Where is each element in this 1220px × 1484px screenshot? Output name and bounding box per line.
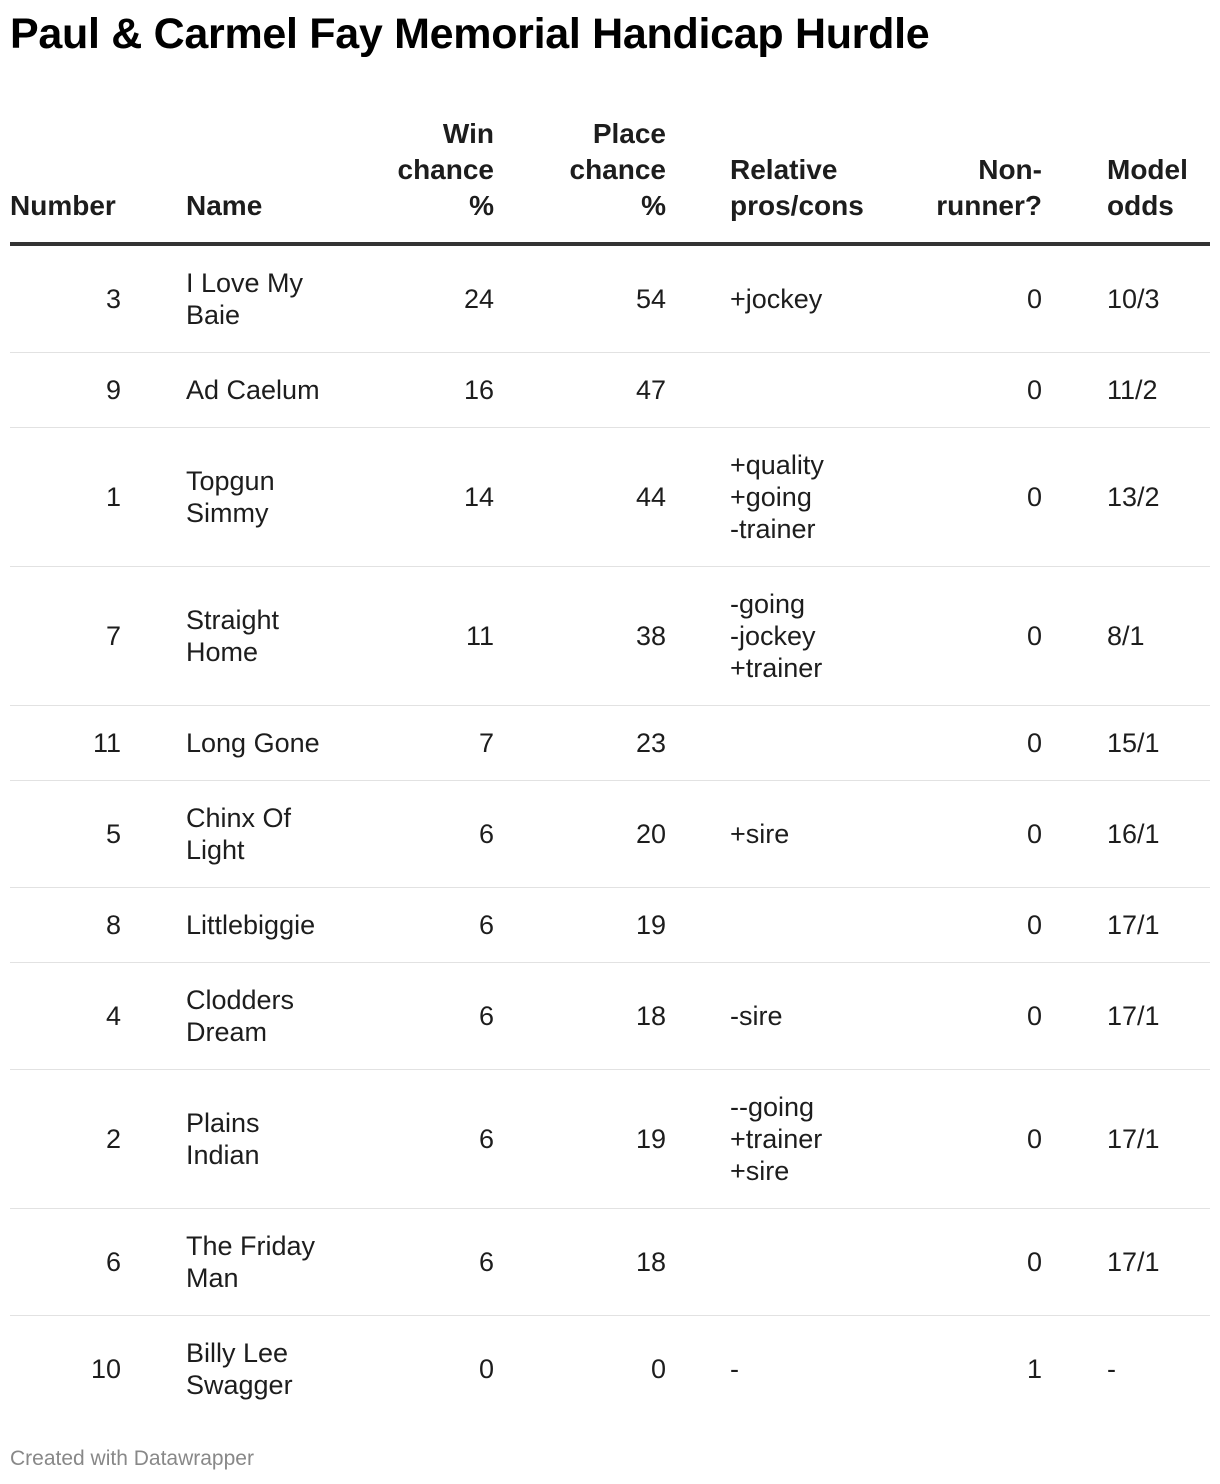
cell-name-line: Long Gone	[186, 728, 320, 758]
table-row	[10, 706, 1210, 781]
table-header	[10, 110, 1210, 246]
cell-name	[186, 1070, 356, 1208]
header-line: Name	[186, 190, 263, 221]
cell-name-line: Dream	[186, 1017, 268, 1047]
cell-place-chance	[510, 1209, 666, 1315]
cell-place-chance-text: 19	[635, 1124, 666, 1154]
cell-number	[10, 428, 121, 566]
cell-place-chance	[510, 567, 666, 705]
cell-place-chance	[510, 1316, 666, 1422]
header-line: runner?	[936, 190, 1042, 221]
cell-non-runner	[900, 428, 1042, 566]
table-row	[10, 963, 1210, 1070]
cell-number-text: 8	[105, 910, 121, 940]
cell-pros-cons	[730, 1070, 900, 1208]
cell-non-runner	[900, 1209, 1042, 1315]
cell-model-odds	[1107, 246, 1210, 352]
cell-win-chance	[350, 1316, 494, 1422]
cell-place-chance	[510, 963, 666, 1069]
cell-name	[186, 781, 356, 887]
cell-pros-cons-line: -sire	[730, 1001, 783, 1031]
header-line: %	[641, 190, 666, 221]
cell-win-chance-text: 6	[478, 910, 494, 940]
cell-non-runner	[900, 246, 1042, 352]
cell-model-odds	[1107, 1209, 1210, 1315]
cell-name	[186, 963, 356, 1069]
cell-number	[10, 1209, 121, 1315]
cell-name-line: Home	[186, 637, 259, 667]
cell-number-text: 11	[92, 728, 121, 758]
cell-non-runner	[900, 1316, 1042, 1422]
cell-pros-cons-line: +jockey	[730, 284, 823, 314]
cell-pros-cons-line: +quality	[730, 450, 824, 480]
cell-number	[10, 246, 121, 352]
table-row	[10, 1070, 1210, 1209]
cell-place-chance	[510, 781, 666, 887]
cell-place-chance-text: 23	[635, 728, 666, 758]
table-row	[10, 246, 1210, 353]
cell-win-chance-text: 6	[478, 819, 494, 849]
cell-pros-cons	[730, 246, 900, 352]
cell-name-line: The Friday	[186, 1231, 316, 1261]
cell-non-runner-text: 1	[1026, 1354, 1042, 1384]
cell-name-line: Man	[186, 1263, 239, 1293]
chart-title: Paul & Carmel Fay Memorial Handicap Hurdle	[10, 10, 930, 58]
datawrapper-credit: Created with Datawrapper	[10, 1447, 254, 1470]
cell-name-line: Swagger	[186, 1370, 293, 1400]
header-non-runner[interactable]	[900, 152, 1042, 224]
cell-pros-cons	[730, 1209, 900, 1315]
cell-non-runner-text: 0	[1026, 284, 1042, 314]
cell-name-line: Simmy	[186, 498, 269, 528]
table-row	[10, 1316, 1210, 1422]
cell-place-chance	[510, 428, 666, 566]
cell-name-line: I Love My	[186, 268, 304, 298]
header-model-odds[interactable]	[1107, 152, 1210, 224]
cell-model-odds	[1107, 353, 1210, 427]
cell-number	[10, 567, 121, 705]
cell-model-odds	[1107, 888, 1210, 962]
cell-win-chance-text: 16	[463, 375, 494, 405]
cell-pros-cons-line: --going	[730, 1092, 815, 1122]
header-line: chance	[569, 154, 666, 185]
cell-win-chance-text: 6	[478, 1247, 494, 1277]
cell-place-chance	[510, 888, 666, 962]
cell-win-chance	[350, 353, 494, 427]
cell-pros-cons	[730, 428, 900, 566]
table-row	[10, 888, 1210, 963]
table-row	[10, 781, 1210, 888]
cell-number	[10, 888, 121, 962]
cell-place-chance	[510, 706, 666, 780]
cell-model-odds-text: 15/1	[1107, 728, 1160, 758]
table-row	[10, 567, 1210, 706]
cell-place-chance-text: 47	[635, 375, 666, 405]
cell-number-text: 5	[105, 819, 121, 849]
cell-model-odds	[1107, 1316, 1210, 1422]
cell-non-runner-text: 0	[1026, 1124, 1042, 1154]
cell-number-text: 10	[90, 1354, 121, 1384]
cell-non-runner	[900, 706, 1042, 780]
cell-pros-cons	[730, 1316, 900, 1422]
cell-pros-cons	[730, 781, 900, 887]
cell-model-odds-text: 8/1	[1107, 621, 1145, 651]
cell-place-chance-text: 18	[635, 1001, 666, 1031]
cell-win-chance	[350, 781, 494, 887]
cell-name	[186, 567, 356, 705]
header-line: Win	[442, 118, 494, 149]
cell-non-runner-text: 0	[1026, 375, 1042, 405]
cell-win-chance	[350, 428, 494, 566]
cell-win-chance-text: 11	[465, 621, 494, 651]
cell-pros-cons	[730, 706, 900, 780]
cell-place-chance-text: 18	[635, 1247, 666, 1277]
data-table	[10, 110, 1210, 1422]
cell-name	[186, 353, 356, 427]
cell-pros-cons-line: +trainer	[730, 1124, 823, 1154]
cell-model-odds-text: 10/3	[1107, 284, 1160, 314]
cell-model-odds	[1107, 706, 1210, 780]
cell-model-odds-text: 16/1	[1107, 819, 1160, 849]
cell-model-odds-text: -	[1107, 1354, 1116, 1384]
cell-name-line: Straight	[186, 605, 280, 635]
header-number[interactable]	[10, 188, 140, 224]
cell-place-chance-text: 19	[635, 910, 666, 940]
cell-name	[186, 1209, 356, 1315]
cell-number-text: 6	[105, 1247, 121, 1277]
cell-non-runner	[900, 1070, 1042, 1208]
cell-name-line: Clodders	[186, 985, 295, 1015]
cell-place-chance	[510, 353, 666, 427]
cell-non-runner-text: 0	[1026, 910, 1042, 940]
header-win-chance[interactable]	[350, 116, 494, 224]
cell-model-odds-text: 17/1	[1107, 1247, 1160, 1277]
cell-win-chance	[350, 246, 494, 352]
cell-win-chance-text: 0	[478, 1354, 494, 1384]
cell-name	[186, 428, 356, 566]
cell-non-runner	[900, 963, 1042, 1069]
cell-name	[186, 246, 356, 352]
cell-model-odds	[1107, 567, 1210, 705]
cell-non-runner	[900, 567, 1042, 705]
cell-name	[186, 888, 356, 962]
cell-place-chance	[510, 246, 666, 352]
cell-number-text: 2	[105, 1124, 121, 1154]
cell-number	[10, 353, 121, 427]
cell-pros-cons	[730, 963, 900, 1069]
cell-win-chance-text: 7	[478, 728, 494, 758]
cell-model-odds-text: 13/2	[1107, 482, 1160, 512]
cell-non-runner-text: 0	[1026, 482, 1042, 512]
cell-win-chance-text: 6	[478, 1124, 494, 1154]
cell-win-chance-text: 14	[463, 482, 494, 512]
header-line: Relative	[730, 154, 838, 185]
cell-model-odds	[1107, 963, 1210, 1069]
cell-non-runner	[900, 888, 1042, 962]
header-line: odds	[1107, 190, 1174, 221]
header-place-chance[interactable]	[510, 116, 666, 224]
cell-win-chance	[350, 706, 494, 780]
cell-place-chance-text: 38	[635, 621, 666, 651]
cell-non-runner-text: 0	[1026, 728, 1042, 758]
cell-model-odds	[1107, 1070, 1210, 1208]
cell-pros-cons-line: -	[730, 1354, 739, 1384]
cell-win-chance	[350, 1070, 494, 1208]
cell-model-odds	[1107, 428, 1210, 566]
table-row	[10, 428, 1210, 567]
cell-number-text: 9	[105, 375, 121, 405]
cell-number-text: 3	[105, 284, 121, 314]
cell-name-line: Baie	[186, 300, 241, 330]
cell-number	[10, 1070, 121, 1208]
cell-name-line: Ad Caelum	[186, 375, 320, 405]
header-line: pros/cons	[730, 190, 864, 221]
cell-number	[10, 1316, 121, 1422]
cell-pros-cons-line: -trainer	[730, 514, 816, 544]
cell-non-runner-text: 0	[1026, 621, 1042, 651]
header-line: %	[469, 190, 494, 221]
cell-pros-cons	[730, 353, 900, 427]
cell-name-line: Plains	[186, 1108, 260, 1138]
cell-place-chance-text: 0	[650, 1354, 666, 1384]
header-line: Place	[592, 118, 666, 149]
cell-non-runner-text: 0	[1026, 1247, 1042, 1277]
cell-win-chance	[350, 963, 494, 1069]
cell-place-chance-text: 54	[635, 284, 666, 314]
table-row	[10, 353, 1210, 428]
table-body	[10, 246, 1210, 1422]
cell-name	[186, 1316, 356, 1422]
cell-number-text: 7	[105, 621, 121, 651]
cell-pros-cons-line: +sire	[730, 1156, 790, 1186]
cell-name-line: Billy Lee	[186, 1338, 289, 1368]
cell-win-chance-text: 24	[463, 284, 494, 314]
cell-place-chance-text: 44	[635, 482, 666, 512]
cell-pros-cons-line: +going	[730, 482, 812, 512]
cell-win-chance	[350, 888, 494, 962]
cell-non-runner-text: 0	[1026, 819, 1042, 849]
cell-number	[10, 781, 121, 887]
cell-number-text: 4	[105, 1001, 121, 1031]
cell-name-line: Littlebiggie	[186, 910, 316, 940]
header-pros-cons[interactable]	[730, 152, 900, 224]
header-line: Non-	[978, 154, 1042, 185]
cell-number	[10, 963, 121, 1069]
cell-non-runner	[900, 781, 1042, 887]
table-row	[10, 1209, 1210, 1316]
cell-non-runner-text: 0	[1026, 1001, 1042, 1031]
cell-pros-cons-line: -going	[730, 589, 806, 619]
cell-win-chance-text: 6	[478, 1001, 494, 1031]
cell-name-line: Indian	[186, 1140, 260, 1170]
cell-name-line: Topgun	[186, 466, 275, 496]
cell-pros-cons-line: +trainer	[730, 653, 823, 683]
cell-name	[186, 706, 356, 780]
header-name[interactable]	[186, 188, 336, 224]
cell-number	[10, 706, 121, 780]
cell-model-odds-text: 11/2	[1107, 375, 1158, 405]
cell-non-runner	[900, 353, 1042, 427]
cell-name-line: Chinx Of	[186, 803, 292, 833]
cell-win-chance	[350, 567, 494, 705]
cell-pros-cons	[730, 888, 900, 962]
cell-model-odds-text: 17/1	[1107, 1124, 1160, 1154]
header-line: Model	[1107, 154, 1188, 185]
cell-pros-cons-line: +sire	[730, 819, 790, 849]
cell-win-chance	[350, 1209, 494, 1315]
cell-place-chance-text: 20	[635, 819, 666, 849]
header-line: chance	[397, 154, 494, 185]
cell-number-text: 1	[105, 482, 121, 512]
cell-pros-cons	[730, 567, 900, 705]
cell-name-line: Light	[186, 835, 245, 865]
cell-pros-cons-line: -jockey	[730, 621, 816, 651]
cell-place-chance	[510, 1070, 666, 1208]
header-line: Number	[10, 190, 116, 221]
cell-model-odds	[1107, 781, 1210, 887]
cell-model-odds-text: 17/1	[1107, 1001, 1160, 1031]
cell-model-odds-text: 17/1	[1107, 910, 1160, 940]
